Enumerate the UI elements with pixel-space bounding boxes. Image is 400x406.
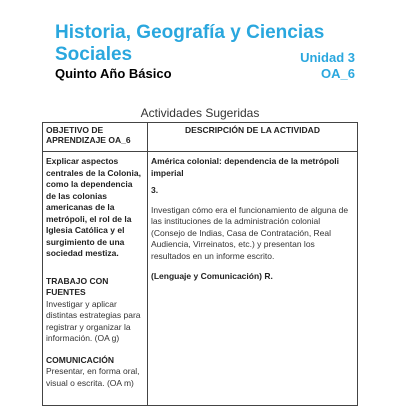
activity-cell — [148, 152, 358, 406]
oa-code: OA_6 — [321, 66, 355, 81]
activity-number: 3. — [151, 185, 159, 195]
page-title: Historia, Geografía y Ciencias Sociales — [55, 22, 325, 65]
skill-title: TRABAJO CON FUENTES — [46, 275, 109, 297]
header-description: DESCRIPCIÓN DE LA ACTIVIDAD — [148, 123, 358, 152]
grade-label: Quinto Año Básico — [55, 66, 172, 81]
skill-text: Presentar, en forma oral, visual o escrita. (OA m) — [46, 366, 140, 388]
header-objective: OBJETIVO DE APRENDIZAJE OA_6 — [43, 123, 148, 152]
skill-title: COMUNICACIÓN — [46, 354, 114, 365]
objective-text: Explicar aspectos centrales de la Colonia, como la dependencia de las colonias americanas de la metrópoli, el rol de la Iglesia Católica y el surgimiento de una sociedad mestiza. — [46, 156, 141, 258]
activities-table — [42, 122, 358, 406]
activity-title: América colonial: dependencia de la metrópoli imperial — [151, 156, 339, 178]
objective-cell — [43, 152, 148, 406]
activity-integration: (Lenguaje y Comunicación) R. — [151, 270, 273, 281]
table-header-row — [43, 123, 358, 152]
unit-label: Unidad 3 — [300, 50, 355, 65]
activity-description: Investigan cómo era el funcionamiento de alguna de las instituciones de la administración colonial (Consejo de Indias, Casa de Contratación, Real Audiencia, Virreinatos, etc.) y presentan los resultados en un informe escrito. — [151, 204, 349, 261]
skill-text: Investigar y aplicar distintas estrategias para registrar y organizar la información. (OA g) — [46, 298, 141, 343]
section-title: Actividades Sugeridas — [140, 106, 260, 120]
table-row — [43, 152, 358, 406]
